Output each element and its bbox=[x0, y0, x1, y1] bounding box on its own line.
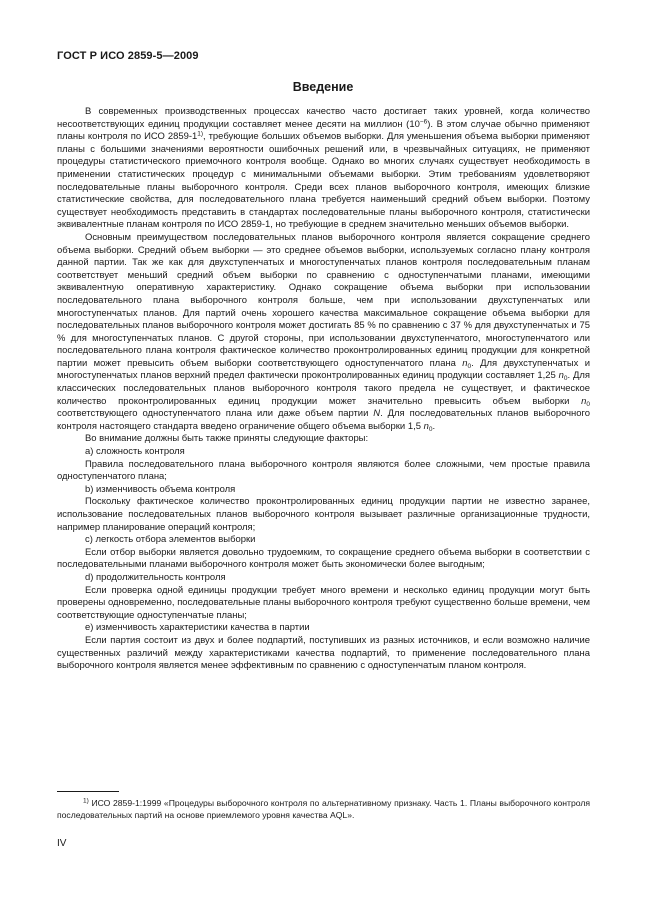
document-header: ГОСТ Р ИСО 2859-5—2009 bbox=[57, 50, 199, 62]
list-item-title: b) изменчивость объема контроля bbox=[85, 483, 236, 495]
footnote-text: ИСО 2859-1:1999 «Процедуры выборочного контроля по альтернативному признаку. Часть 1. Планы выборочного контроля последовательных партий на основе приемлемого уровня качества AQL». bbox=[57, 798, 590, 820]
list-item-text: Если проверка одной единицы продукции требует много времени и несколько единиц продукции могут быть проверены одновременно, последовательные планы выборочного контроля требуют существенно больше времени, чем соответствующие одноступенчатые планы; bbox=[57, 584, 590, 621]
list-item-text: Если отбор выборки является довольно трудоемким, то сокращение среднего объема выборки в соответствии с последовательными планами выборочного контроля может быть экономически более выгодным; bbox=[57, 546, 590, 571]
footnote-mark: 1) bbox=[83, 797, 89, 805]
page-number: IV bbox=[57, 838, 67, 849]
footnote-reference[interactable]: 1) bbox=[197, 130, 203, 138]
list-item-title: a) сложность контроля bbox=[85, 446, 185, 458]
paragraph: Основным преимуществом последовательных планов выборочного контроля является сокращение среднего объема выборки. Средний объем выборки — это среднее объемов выборки, используемых согласно плану контроля данной партии. Так же как для двухступенчатых и многоступенчатых планов контроля последовательным планам соответствует меньший средний объем выборки по сравнению с одноступенчатыми планами, имеющими эквивалентную оперативную характеристику. Однако сокращение объема выборки при использовании последовательного плана выборочного контроля больше, чем при использовании двухступенчатых или многоступенчатых планов. Для партий очень хорошего качества максимальное сокращение объема выборки для последовательных планов выборочного контроля может достигать 85 % по сравнению с 37 % для двухступенчатых и 75 % для многоступенчатых планов. С другой стороны, при использовании двухступенчатого, многоступенчатого или последовательного плана контроля фактическое количество проконтролированных единиц продукции для конкретной партии может превысить объем выборки соответствующего одноступенчатого плана $n_0$. Для двухступенчатых и многоступенчатых планов верхний предел фактически проконтролированных единиц продукции составляет 1,25 $n_0$. Для классических последовательных планов выборочного контроля такого предела не существует, и фактическое количество проконтролированных единиц продукции может значительно превысить объем выборки $n_0$ соответствующего одноступенчатого плана или даже объем партии N. Для последовательных планов выборочного контроля настоящего стандарта введено ограничение общего объема выборки 1,5 $n_0$. bbox=[57, 231, 590, 433]
list-item-title: d) продолжительность контроля bbox=[85, 571, 226, 583]
footnote bbox=[57, 797, 590, 821]
list-item-text: Если партия состоит из двух и более подпартий, поступивших из разных источников, и если возможно наличие существенных различий между характеристиками качества подпартий, то применение последовательного плана выборочного контроля является менее эффективным по сравнению с одноступенчатым планом контроля. bbox=[57, 634, 590, 672]
list-item-title: c) легкость отбора элементов выборки bbox=[85, 534, 256, 546]
list-item-title: e) изменчивость характеристики качества в партии bbox=[85, 622, 310, 634]
section-title: Введение bbox=[292, 80, 354, 94]
paragraph: В современных производственных процессах качество часто достигает таких уровней, когда количество несоответствующих единиц продукции составляет менее десяти на миллион $(10^{-6})$. В этом случае обычно применяют планы контроля по ИСО 2859-1$^{1)}$, требующие больших объемов выборки. Для уменьшения объема выборки применяют планы с большими значениями вероятности ошибочных решений или, в чрезвычайных ситуациях, не применяют процедуры статистического приемочного контроля вообще. Однако во многих случаях существует необходимость в применении статистических процедур с минимальными объемами выборки. Этим требованиям удовлетворяют последовательные планы выборочного контроля. Среди всех планов выборочного контроля, имеющих близкие статистические свойства, для последовательного плана требуется наименьший средний объем выборки. Поэтому существует необходимость представить в стандартах последовательные планы выборочного контроля, статистически эквивалентные планам контроля по ИСО 2859-1, но требующие в среднем значительно меньших объемов выборки. bbox=[57, 106, 590, 231]
footnote-divider bbox=[57, 791, 119, 792]
list-item-text: Поскольку фактическое количество проконтролированных единиц продукции партии не известно заранее, использование последовательных планов выборочного контроля вызывает различные организационные трудности, например планирование операций контроля; bbox=[57, 496, 590, 533]
body-text bbox=[57, 106, 590, 673]
paragraph: Во внимание должны быть также приняты следующие факторы: bbox=[85, 433, 369, 445]
list-item-text: Правила последовательного плана выборочного контроля являются более сложными, чем простые правила одноступенчатого плана; bbox=[57, 458, 590, 483]
